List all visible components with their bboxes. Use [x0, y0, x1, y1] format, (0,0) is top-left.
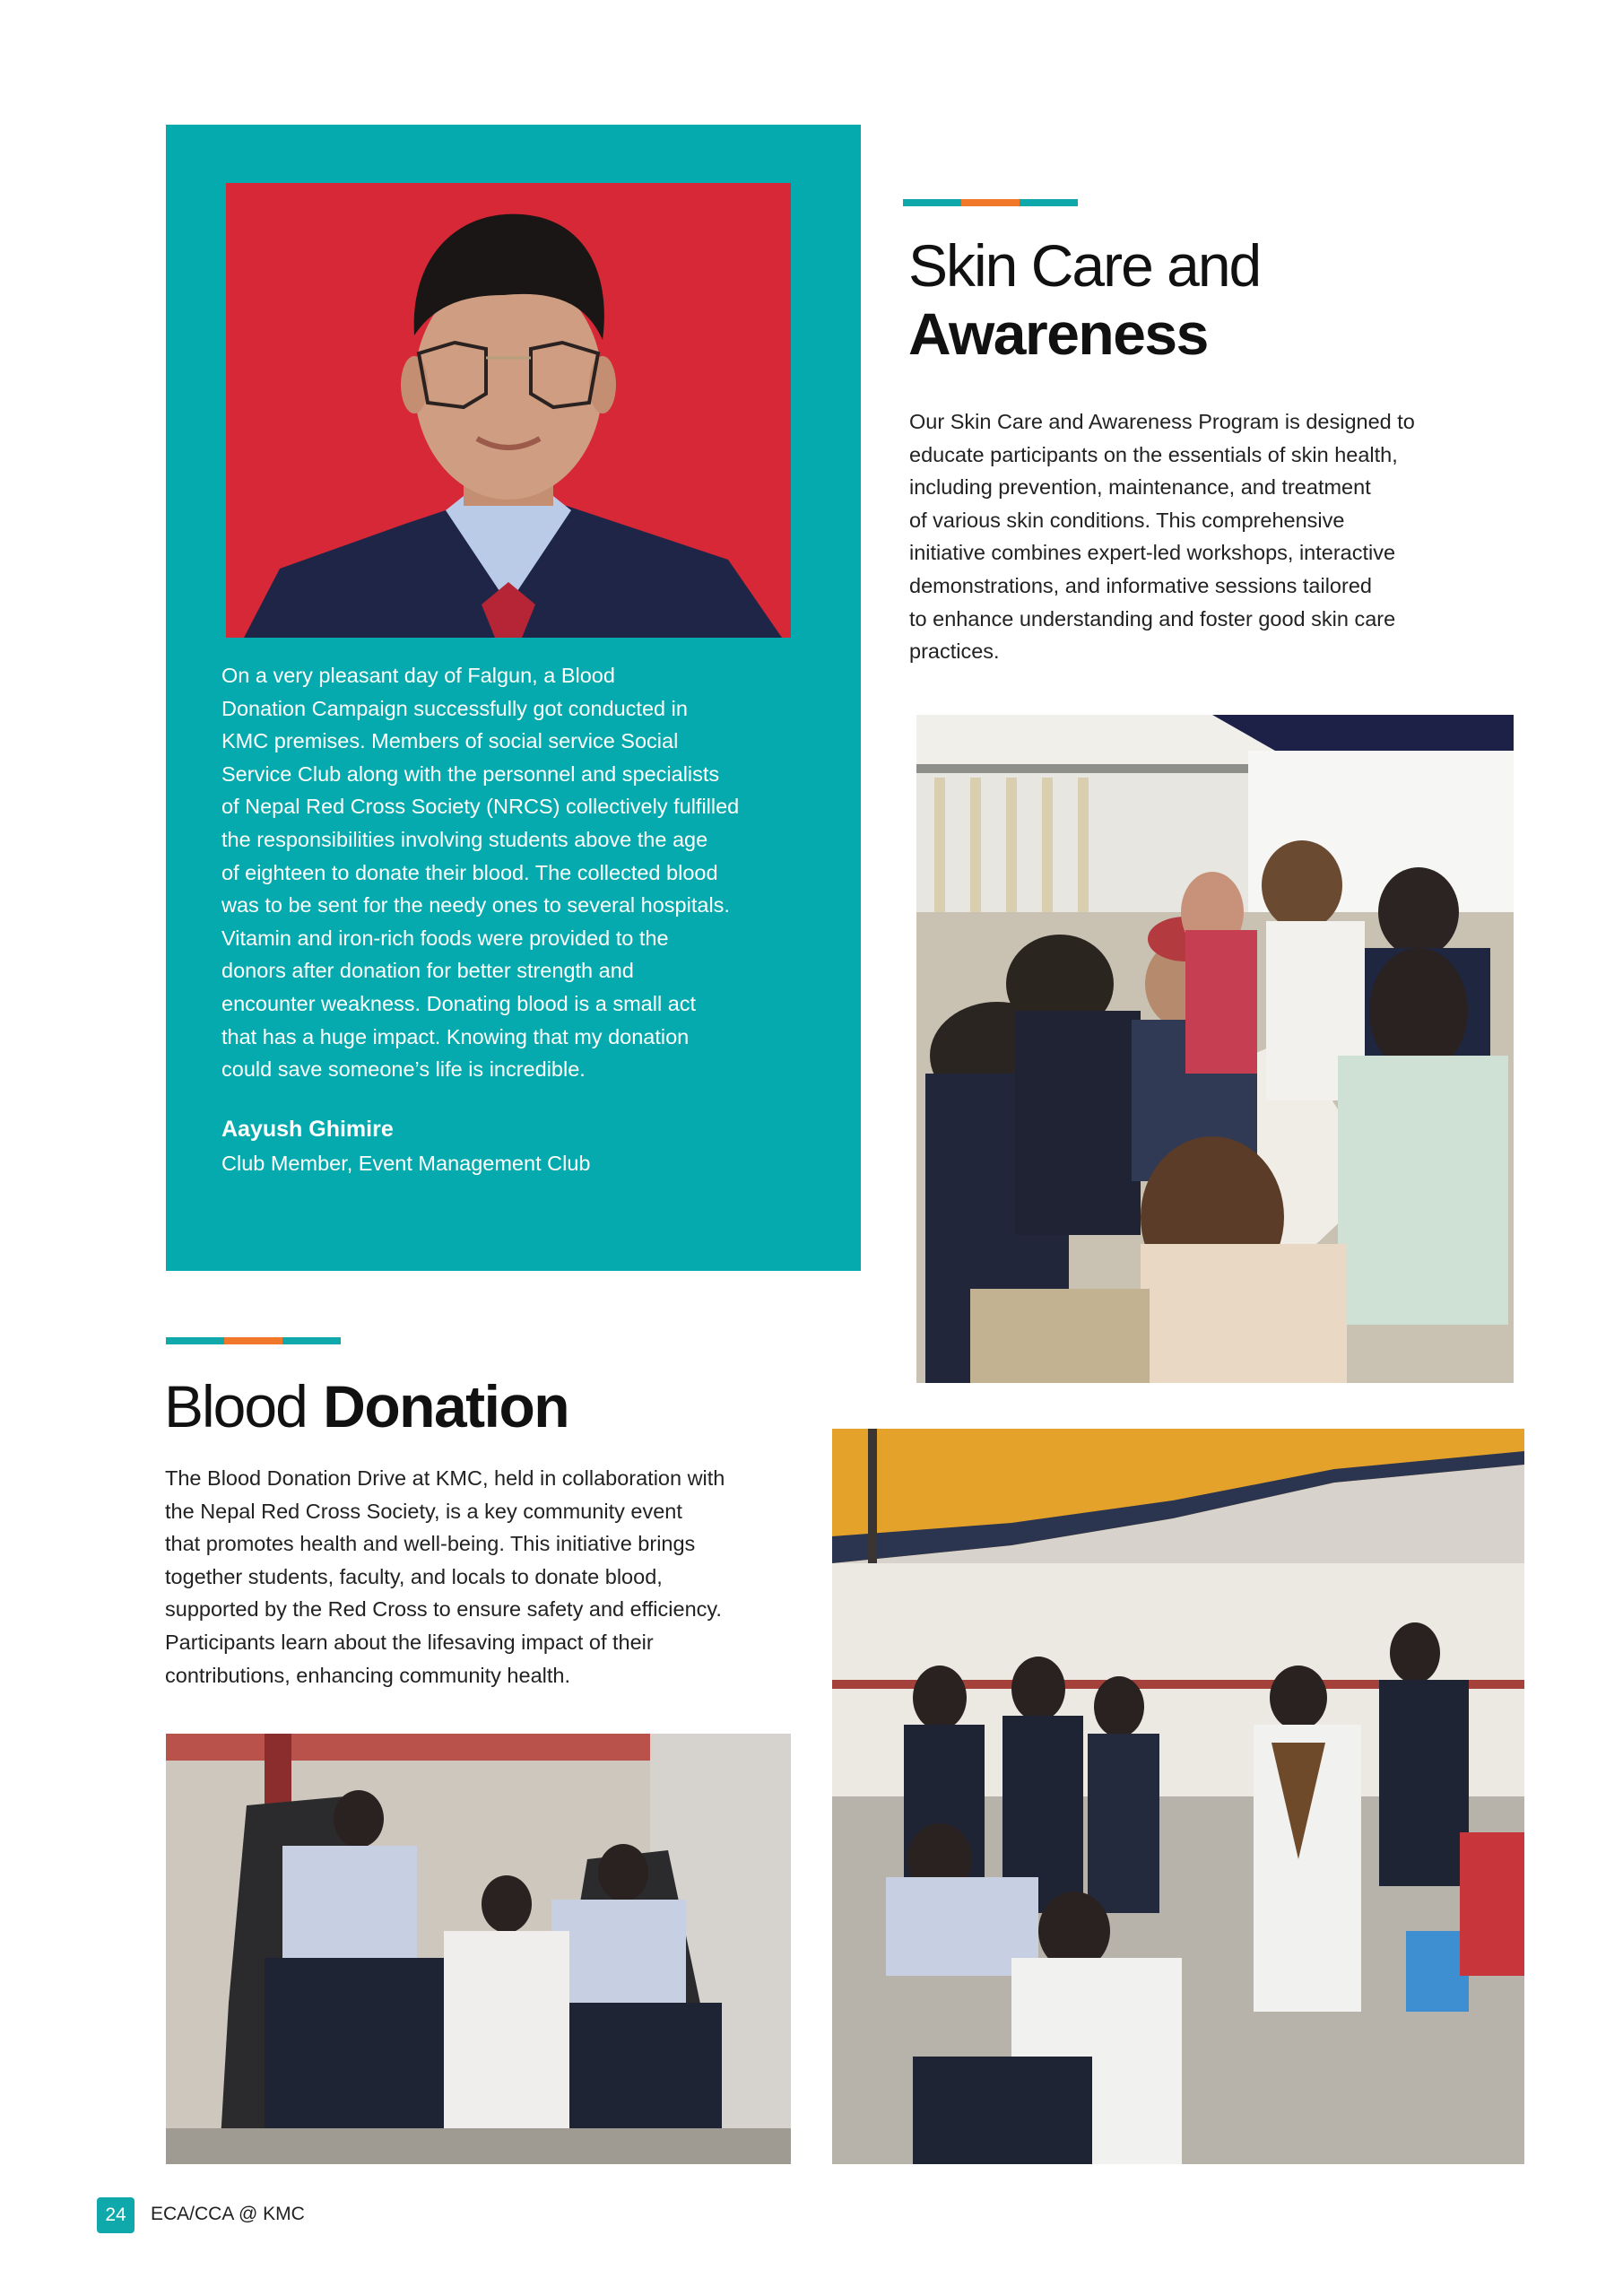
blood-donation-description [165, 1462, 811, 1692]
testimonial-line: the responsibilities involving students above the age [221, 827, 708, 851]
skin-care-line: practices. [909, 639, 1000, 664]
blood-donation-line: contributions, enhancing community health. [165, 1663, 570, 1687]
blood-donation-line: The Blood Donation Drive at KMC, held in collaboration with [165, 1466, 725, 1490]
page-number-badge: 24 [97, 2197, 135, 2233]
student-portrait-photo [226, 183, 791, 638]
skin-care-title [908, 231, 1260, 368]
blood-donation-title-bold: Donation [323, 1373, 569, 1439]
testimonial-line: that has a huge impact. Knowing that my donation [221, 1024, 690, 1048]
skin-care-line: initiative combines expert-led workshops, interactive [909, 541, 1396, 565]
skin-care-title-light: Skin Care and [908, 232, 1261, 299]
blood-donation-line: Participants learn about the lifesaving impact of their [165, 1630, 654, 1654]
skin-care-photo [916, 715, 1514, 1383]
blood-donation-line: together students, faculty, and locals to donate blood, [165, 1564, 663, 1588]
testimonial-line: encounter weakness. Donating blood is a small act [221, 991, 697, 1015]
author-role: Club Member, Event Management Club [221, 1152, 591, 1175]
blood-donation-title-light: Blood [164, 1373, 307, 1439]
skin-care-title-bold: Awareness [908, 300, 1208, 367]
testimonial-line: could save someone’s life is incredible. [221, 1057, 586, 1082]
testimonial-line: Donation Campaign successfully got conducted in [221, 696, 688, 720]
skin-care-line: educate participants on the essentials of skin health, [909, 442, 1398, 466]
blood-donation-line: the Nepal Red Cross Society, is a key community event [165, 1499, 682, 1523]
skin-care-line: demonstrations, and informative sessions tailored [909, 573, 1372, 597]
testimonial-line: KMC premises. Members of social service Social [221, 729, 679, 753]
testimonial-line: was to be sent for the needy ones to several hospitals. [221, 893, 730, 918]
blood-donor-photo [166, 1734, 791, 2164]
testimonial-text [221, 659, 804, 1086]
section-accent-bar [166, 1337, 341, 1344]
skin-care-line: including prevention, maintenance, and treatment [909, 475, 1371, 500]
testimonial-line: of Nepal Red Cross Society (NRCS) collectively fulfilled [221, 795, 740, 819]
blood-donation-title [164, 1372, 568, 1440]
testimonial-line: donors after donation for better strength and [221, 959, 634, 983]
footer-label: ECA/CCA @ KMC [151, 2204, 305, 2224]
testimonial-line: Service Club along with the personnel and specialists [221, 761, 720, 786]
testimonial-line: On a very pleasant day of Falgun, a Blood [221, 664, 615, 687]
skin-care-line: to enhance understanding and foster good skin care [909, 606, 1396, 631]
blood-donation-line: that promotes health and well-being. This initiative brings [165, 1532, 696, 1556]
blood-donation-line: supported by the Red Cross to ensure safety and efficiency. [165, 1597, 722, 1622]
testimonial-line: of eighteen to donate their blood. The collected blood [221, 860, 718, 884]
author-name: Aayush Ghimire [221, 1117, 394, 1142]
skin-care-description [909, 405, 1492, 668]
skin-care-line: of various skin conditions. This comprehensive [909, 508, 1345, 532]
testimonial-line: Vitamin and iron-rich foods were provided to the [221, 926, 669, 950]
portrait-image [226, 183, 791, 638]
skin-care-line: Our Skin Care and Awareness Program is designed to [909, 410, 1415, 433]
skin-care-image [916, 715, 1514, 1383]
blood-donor-image [166, 1734, 791, 2164]
blood-drive-group-photo [832, 1429, 1524, 2164]
blood-drive-group-image [832, 1429, 1524, 2164]
section-accent-bar [903, 199, 1078, 206]
